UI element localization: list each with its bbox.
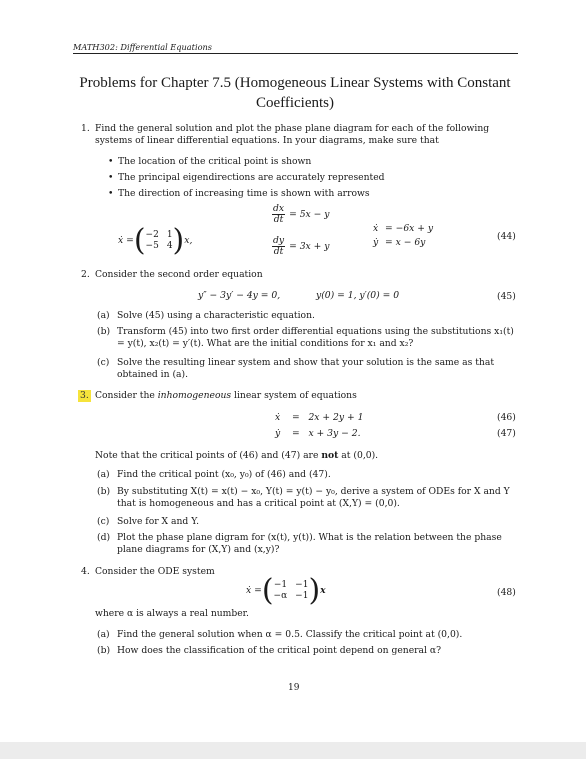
matrix-entry: −1 — [273, 580, 288, 590]
system-3-xdot: ẋ — [373, 223, 379, 234]
system-2-rhs-1: = 5x − y — [289, 208, 330, 220]
problem-3-part-c: Solve for X and Y. — [117, 516, 200, 527]
eq47-rhs: = x + 3y − 2. — [292, 428, 361, 439]
problem-2-part-b: Transform (45) into two first order differential equations using the substitutions x₁(t) = y(t), x₂(t) = y′(t). What are the initial conditions for x₁ and x₂? — [117, 326, 514, 349]
frac-den: dt — [273, 246, 284, 257]
problem-2-part-a: Solve (45) using a characteristic equation. — [117, 310, 315, 321]
matrix-entry: −1 — [295, 580, 309, 590]
problem-2-initial: y(0) = 1, y′(0) = 0 — [316, 290, 400, 301]
equation-number-47: (47) — [497, 428, 516, 439]
system-3-xrhs: = −6x + y — [385, 223, 434, 234]
problem-4-where: where α is always a real number. — [95, 608, 249, 619]
system-1-lhs: ẋ = — [118, 235, 134, 246]
bullet-icon: • — [108, 156, 114, 167]
part-label: (c) — [97, 357, 110, 368]
problem-1-number: 1. — [81, 123, 90, 134]
part-label: (a) — [97, 629, 110, 640]
part-label: (b) — [97, 645, 111, 656]
part-label: (a) — [97, 469, 110, 480]
problem-4-lhs: ẋ = — [246, 585, 262, 596]
matrix-entry: −1 — [295, 591, 309, 601]
note-text: at (0,0). — [338, 450, 379, 461]
matrix-entry: −5 — [145, 241, 159, 251]
system-2-rhs-2: = 3x + y — [289, 240, 330, 252]
problem-4-matrix-eq — [246, 573, 326, 608]
system-1-matrix — [146, 230, 173, 252]
problem-2-equation: y″ − 3y′ − 4y = 0, — [198, 290, 281, 301]
part-label: (a) — [97, 310, 110, 321]
problem-1-text: Find the general solution and plot the phase plane diagram for each of the following systems of linear differential equations. In your diagrams, make sure that — [95, 123, 490, 146]
note-text: Note that the critical points of (46) and (47) are — [95, 450, 322, 461]
bullet-icon: • — [108, 172, 114, 183]
left-paren: ( — [261, 573, 274, 608]
equation-number-46: (46) — [497, 412, 516, 423]
problem-4-matrix — [274, 580, 309, 602]
matrix-entry: 4 — [166, 241, 173, 251]
problem-3-part-a: Find the critical point (x₀, y₀) of (46) and (47). — [117, 469, 331, 480]
equation-number-44: (44) — [497, 231, 516, 242]
problem-3-part-d: Plot the phase plane digram for (x(t), y(t)). What is the relation between the phase plane diagrams for (X,Y) and (x,y)? — [117, 532, 502, 555]
running-header: MATH302: Differential Equations — [73, 42, 212, 52]
intro-text: Consider the — [95, 390, 158, 401]
header-rule — [73, 53, 518, 54]
right-paren: ) — [308, 573, 321, 608]
problem-4-part-b: How does the classification of the critical point depend on general α? — [117, 645, 442, 656]
system-2-eq-1 — [272, 204, 329, 225]
matrix-entry: −α — [273, 591, 288, 601]
eq47-lhs: ẏ — [275, 428, 281, 439]
problem-2-number: 2. — [81, 269, 90, 280]
system-1-rhs: x, — [184, 235, 193, 246]
problem-3-intro — [95, 390, 357, 402]
problem-4-rhs: x — [320, 585, 326, 596]
problem-4-number: 4. — [81, 566, 90, 577]
page-number: 19 — [288, 683, 300, 693]
bullet-2: The principal eigendirections are accurately represented — [118, 172, 385, 183]
equation-number-48: (48) — [497, 587, 516, 598]
problem-3-note — [95, 450, 378, 462]
system-3-ydot: ẏ — [373, 237, 379, 248]
frac-den: dt — [273, 214, 284, 225]
intro-emphasis: inhomogeneous — [157, 390, 232, 401]
bullet-icon: • — [108, 188, 114, 199]
problem-2-part-c: Solve the resulting linear system and show that your solution is the same as that obtained in (a). — [117, 357, 495, 380]
intro-text: linear system of equations — [231, 390, 357, 401]
system-1-matrix-eq — [118, 223, 193, 258]
problem-4-part-a: Find the general solution when α = 0.5. Classify the critical point at (0,0). — [117, 629, 463, 640]
dy-dt-fraction — [272, 236, 285, 257]
dx-dt-fraction — [272, 204, 285, 225]
left-paren: ( — [133, 223, 146, 258]
eq46-rhs: = 2x + 2y + 1 — [292, 412, 364, 423]
note-bold: not — [321, 450, 339, 461]
eq46-lhs: ẋ — [275, 412, 281, 423]
part-label: (c) — [97, 516, 110, 527]
problem-2-intro: Consider the second order equation — [95, 269, 263, 280]
frac-num: dx — [273, 203, 285, 214]
bullet-3: The direction of increasing time is shown with arrows — [118, 188, 370, 199]
problem-4-intro: Consider the ODE system — [95, 566, 215, 577]
part-label: (b) — [97, 326, 111, 337]
part-label: (b) — [97, 486, 111, 497]
equation-number-45: (45) — [497, 291, 516, 302]
system-3-yrhs: = x − 6y — [385, 237, 426, 248]
right-paren: ) — [172, 223, 185, 258]
bullet-1: The location of the critical point is shown — [118, 156, 312, 167]
problem-3-number-highlight: 3. — [80, 390, 89, 401]
part-label: (d) — [97, 532, 111, 543]
frac-num: dy — [273, 235, 285, 246]
system-2-eq-2 — [272, 236, 329, 257]
matrix-entry: 1 — [166, 230, 173, 240]
page-bottom-margin — [0, 742, 586, 759]
page-title: Problems for Chapter 7.5 (Homogeneous Linear Systems with Constant Coefficients) — [79, 75, 511, 111]
problem-3-part-b: By substituting X(t) = x(t) − x₀, Y(t) = y(t) − y₀, derive a system of ODEs for X and Y that is homogeneous and has a critical point at (X,Y) = (0,0). — [117, 486, 510, 509]
matrix-entry: −2 — [145, 230, 159, 240]
